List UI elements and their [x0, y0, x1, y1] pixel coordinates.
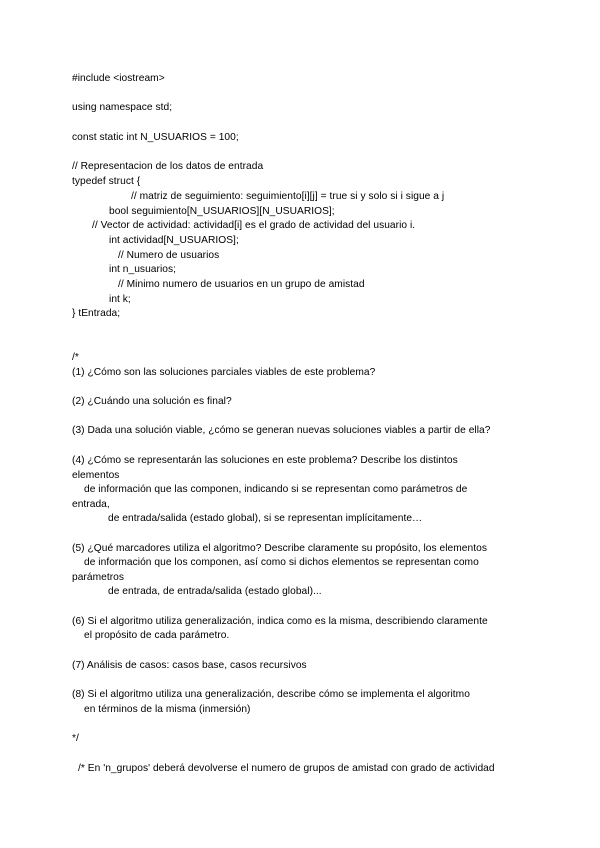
code-comment-minimo: // Minimo numero de usuarios en un grupo de amistad	[118, 279, 365, 290]
question-4-line-1: (4) ¿Cómo se representarán las soluciones en este problema? Describe los distintos	[72, 455, 458, 466]
question-6-line-2: el propósito de cada parámetro.	[84, 630, 230, 641]
code-int-n-usuarios: int n_usuarios;	[109, 264, 177, 275]
comment-open: /*	[72, 352, 79, 363]
question-6-line-1: (6) Si el algoritmo utiliza generalización, indica como es la misma, describiendo claramente	[72, 616, 488, 627]
question-8-line-1: (8) Si el algoritmo utiliza una generalización, describe cómo se implementa el algoritmo	[72, 689, 470, 700]
question-3: (3) Dada una solución viable, ¿cómo se generan nuevas soluciones viables a partir de ella?	[72, 425, 491, 436]
comment-n-grupos: /* En 'n_grupos' deberá devolverse el numero de grupos de amistad con grado de actividad	[78, 763, 495, 774]
question-4-line-4: entrada,	[72, 499, 110, 510]
code-bool-seguimiento: bool seguimiento[N_USUARIOS][N_USUARIOS];	[109, 206, 335, 217]
code-int-k: int k;	[109, 294, 131, 305]
code-comment-representacion: // Representacion de los datos de entrada	[72, 161, 264, 172]
question-4-line-2: elementos	[72, 470, 120, 481]
code-comment-vector: // Vector de actividad: actividad[i] es el grado de actividad del usuario i.	[92, 220, 416, 231]
code-typedef-struct: typedef struct {	[72, 176, 141, 187]
code-using-namespace: using namespace std;	[72, 102, 173, 113]
question-4-line-3: de información que las componen, indicando si se representan como parámetros de	[84, 484, 468, 495]
code-const-usuarios: const static int N_USUARIOS = 100;	[72, 132, 239, 143]
code-comment-matriz: // matriz de seguimiento: seguimiento[i][j] = true si y solo si i sigue a j	[131, 191, 445, 202]
comment-close: */	[72, 733, 79, 744]
question-4-line-5: de entrada/salida (estado global), si se representan implícitamente…	[108, 513, 423, 524]
question-2: (2) ¿Cuándo una solución es final?	[72, 396, 232, 407]
question-7: (7) Análisis de casos: casos base, casos recursivos	[72, 660, 307, 671]
question-1: (1) ¿Cómo son las soluciones parciales viables de este problema?	[72, 367, 376, 378]
code-tentrada: } tEntrada;	[72, 308, 121, 319]
code-comment-numero: // Numero de usuarios	[118, 250, 220, 261]
question-5-line-1: (5) ¿Qué marcadores utiliza el algoritmo? Describe claramente su propósito, los elementos	[72, 543, 487, 554]
question-8-line-2: en términos de la misma (inmersión)	[84, 704, 251, 715]
question-5-line-4: de entrada, de entrada/salida (estado global)...	[108, 586, 322, 597]
question-5-line-3: parámetros	[72, 572, 125, 583]
code-include: #include <iostream>	[72, 73, 165, 84]
question-5-line-2: de información que los componen, así como si dichos elementos se representan como	[84, 557, 479, 568]
code-int-actividad: int actividad[N_USUARIOS];	[109, 235, 239, 246]
